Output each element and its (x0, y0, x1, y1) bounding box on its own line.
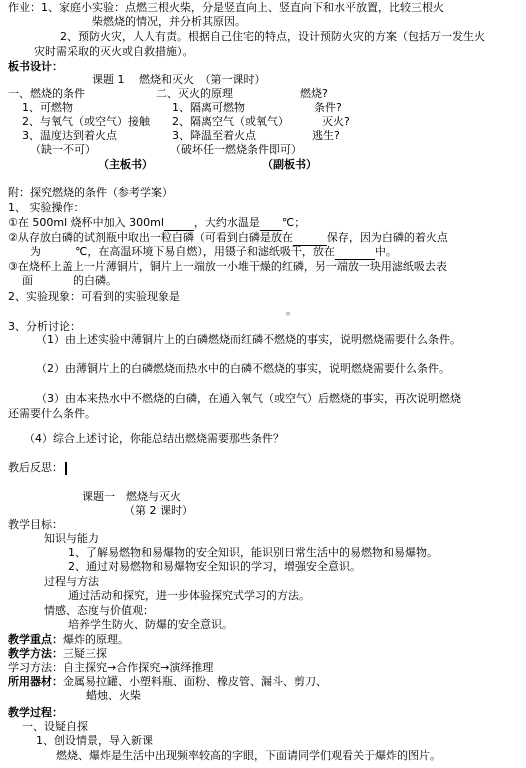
op2-text-c: 为 (30, 245, 41, 258)
op1-text-b: ，大约水温是 (193, 216, 260, 229)
appendix-step3: 3、分析讨论： (8, 320, 81, 333)
board-row3-c2: 3、降温至着火点 (172, 129, 256, 142)
method-value: 三疑三探 (63, 647, 107, 660)
blank-temp[interactable] (260, 216, 282, 231)
board-row1-c2: 1、隔离可燃物 (172, 101, 245, 114)
appendix-op2 (8, 231, 448, 246)
op2-text-d: ℃，在高温环境下易自燃），用镊子和滤纸吸干，放在 (75, 245, 335, 258)
process-step-3: 燃烧、爆炸是生活中出现频率较高的字眼，下面请同学们观看关于爆炸的图片。 (56, 749, 441, 762)
board-heading: 板书设计： (8, 60, 63, 73)
board-col1-head: 一、燃烧的条件 (8, 87, 85, 100)
board-col3-head: 燃烧? (300, 87, 328, 100)
focus-label: 教学重点： (8, 633, 63, 646)
goal-knowledge-1: 1、了解易燃物和易爆物的安全知识，能识别日常生活中的易燃物和易爆物。 (68, 546, 438, 559)
appendix-dot: 。 (286, 304, 297, 317)
appendix-title: 附：探究燃烧的条件（参考学案） (8, 186, 173, 199)
op2-text-b: 保存，因为白磷的着火点 (326, 231, 448, 244)
method-row (8, 647, 107, 661)
op1-text-a: ①在 500ml 烧杯中加入 300ml (8, 216, 164, 229)
learn-row (8, 661, 213, 675)
question-3b: 还需要什么条件。 (8, 407, 96, 420)
equip-value-2: 蜡烛、火柴 (86, 689, 141, 702)
board-side-label: （副板书） (262, 158, 317, 171)
goal-process: 过程与方法 (44, 575, 99, 588)
appendix-step2: 2、实验现象：可看到的实验现象是 (8, 290, 180, 303)
process-label: 教学过程： (8, 706, 63, 719)
text-cursor (65, 462, 67, 475)
focus-row (8, 633, 129, 647)
lesson2-title: 课题一 燃烧与灭火 (82, 490, 181, 503)
method-label: 教学方法： (8, 647, 63, 660)
op2-text-a: ②从存放白磷的试剂瓶中取出一粒白磷（可看到白磷是放在 (8, 231, 293, 244)
goal-knowledge: 知识与能力 (44, 532, 99, 545)
board-note-2: （破坏任一燃烧条件即可） (170, 143, 302, 156)
board-row3-c1: 3、温度达到着火点 (22, 129, 117, 142)
homework-line-3: 2、预防火灾，人人有责。根据自己住宅的特点，设计预防火灾的方案（包括万一发生火 (60, 30, 485, 43)
op3-text-c: 的白磷。 (73, 274, 117, 287)
board-row1-c3: 条件? (314, 101, 342, 114)
question-2: （2）由薄铜片上的白磷燃烧而热水中的白磷不燃烧的事实，说明燃烧需要什么条件。 (36, 362, 450, 375)
reflection-label (8, 461, 67, 475)
question-4: （4）综合上述讨论，你能总结出燃烧需要那些条件？ (24, 432, 284, 445)
question-3a: （3）由本来热水中不燃烧的白磷，在通入氧气（或空气）后燃烧的事实，再次说明燃烧 (36, 392, 461, 405)
appendix-op2-cont (30, 245, 397, 260)
homework-line-4: 灾时需采取的灭火或自救措施）。 (34, 45, 194, 58)
learn-label: 学习方法： (8, 661, 63, 674)
reflection-text: 教后反思： (8, 461, 63, 474)
board-row2-c1: 2、与氧气（或空气）接触 (22, 115, 150, 128)
blank-storage[interactable] (293, 231, 327, 246)
op1-text-c: ℃； (281, 216, 306, 229)
board-row2-c2: 2、隔离空气（或氧气） (172, 115, 289, 128)
board-title: 课题 1 燃烧和灭火 （第一课时） (92, 73, 266, 86)
question-1: （1）由上述实验中薄铜片上的白磷燃烧而红磷不燃烧的事实，说明燃烧需要什么条件。 (36, 333, 461, 346)
process-step-1: 一、设疑自探 (22, 720, 88, 733)
focus-value: 爆炸的原理。 (63, 633, 129, 646)
homework-line-2: 柴燃烧的情况，并分析其原因。 (92, 15, 246, 28)
learn-value: 自主探究→合作探究→演绎推理 (63, 661, 214, 674)
equip-label: 所用器材： (8, 675, 63, 688)
appendix-step1: 1、 实验操作： (8, 201, 85, 214)
board-row3-c3: 逃生? (312, 129, 340, 142)
op3-text-b: 面 (22, 274, 33, 287)
goal-process-1: 通过活动和探究，进一步体验探究式学习的方法。 (68, 589, 310, 602)
appendix-op3: ③在烧杯上盖上一片薄铜片，铜片上一端放一小堆干燥的红磷，另一端放一块用滤纸吸去表 (8, 260, 447, 273)
equip-row (8, 675, 327, 689)
board-main-label: （主板书） (98, 158, 153, 171)
blank-container[interactable] (335, 245, 375, 260)
op2-text-e: 中。 (374, 245, 397, 258)
lesson2-subtitle: （第 2 课时） (124, 504, 193, 517)
goal-attitude-1: 培养学生防火、防爆的安全意识。 (68, 618, 233, 631)
process-step-2: 1、创设情景，导入新课 (36, 734, 153, 747)
appendix-op1 (8, 216, 305, 231)
goals-label: 教学目标： (8, 518, 63, 531)
board-row2-c3: 灭火? (322, 115, 350, 128)
board-note-1: （缺一不可） (30, 143, 96, 156)
board-col2-head: 二、灭火的原理 (156, 87, 233, 100)
equip-value-1: 金属易拉罐、小塑料瓶、面粉、橡皮管、漏斗、剪刀、 (63, 675, 327, 688)
goal-attitude: 情感、态度与价值观： (44, 604, 154, 617)
homework-line-1: 作业：1、家庭小实验：点燃三根火柴，分是竖直向上、竖直向下和水平放置，比较三根火 (8, 1, 444, 14)
board-row1-c1: 1、可燃物 (22, 101, 73, 114)
blank-water[interactable] (164, 216, 194, 231)
appendix-op3-cont (22, 274, 117, 288)
goal-knowledge-2: 2、通过对易燃物和易爆物安全知识的学习，增强安全意识。 (68, 560, 361, 573)
